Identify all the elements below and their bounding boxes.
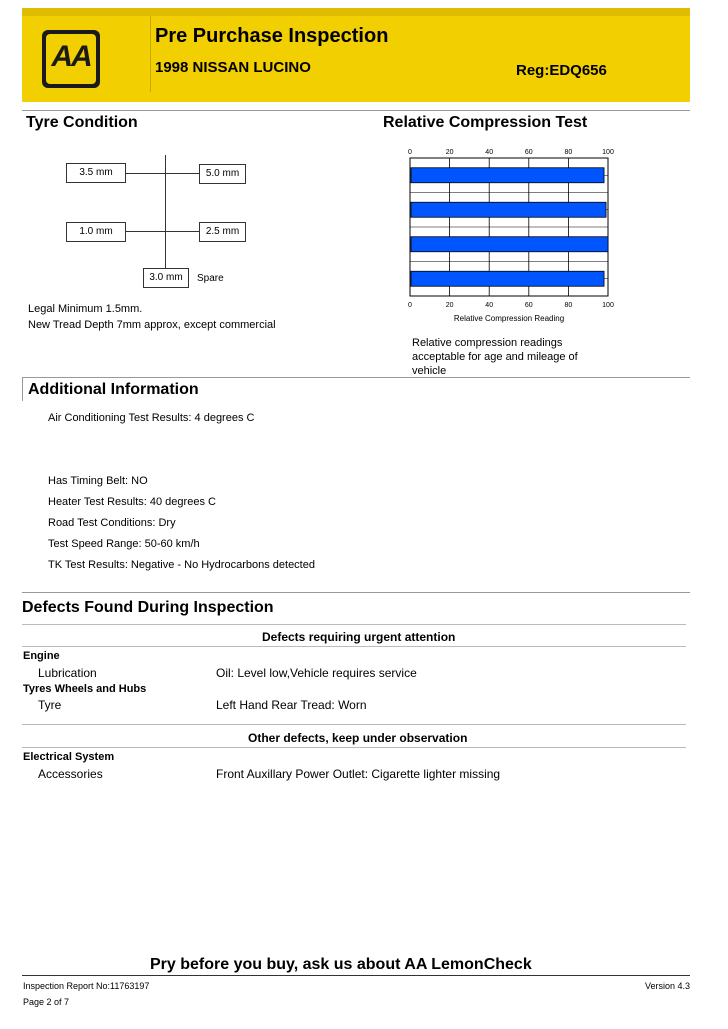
vehicle-title: 1998 NISSAN LUCINO [155,59,311,76]
defect-detail: Front Auxillary Power Outlet: Cigarette lighter missing [216,767,501,781]
chart-tick-label-bottom: 80 [564,302,573,309]
tyre-spare: 3.0 mm [143,268,189,288]
defect-detail: Left Hand Rear Tread: Worn [216,698,367,712]
divider-left [22,377,23,401]
info-speed: Test Speed Range: 50-60 km/h [48,538,200,550]
info-road: Road Test Conditions: Dry [48,517,176,529]
chart-tick-label-bottom: 20 [445,302,454,309]
footer-banner: Pry before you buy, ask us about AA LemonCheck [150,956,532,973]
tyre-note-tread: New Tread Depth 7mm approx, except commercial [28,319,276,331]
chart-tick-label-bottom: 100 [602,302,614,309]
chart-bar [411,237,608,252]
chart-tick-label-top: 40 [485,149,494,156]
chart-tick-label-bottom: 0 [408,302,412,309]
chart-tick-label-top: 0 [408,149,412,156]
tyre-note-legal: Legal Minimum 1.5mm. [28,303,143,315]
defect-detail: Oil: Level low,Vehicle requires service [216,666,417,680]
registration: Reg:EDQ656 [516,62,607,79]
info-timing-belt: Has Timing Belt: NO [48,475,148,487]
chart-bar [411,168,604,183]
tyre-front-left: 3.5 mm [66,163,126,183]
info-tk: TK Test Results: Negative - No Hydrocarbons detected [48,559,315,571]
divider [22,624,686,625]
compression-note: Relative compression readings acceptable for age and mileage of vehicle [412,337,578,377]
tyre-rear-right: 2.5 mm [199,222,246,242]
chart-tick-label-top: 100 [602,149,614,156]
defect-category: Electrical System [23,751,115,763]
divider [22,975,690,976]
header-separator [150,16,151,92]
divider [22,592,690,593]
info-ac: Air Conditioning Test Results: 4 degrees C [48,412,255,424]
chart-tick-label-bottom: 40 [485,302,494,309]
aa-logo-text: AA [51,40,91,73]
defect-item: Accessories [38,767,103,781]
compression-heading: Relative Compression Test [383,114,588,131]
report-number: Inspection Report No:11763197 [23,981,150,991]
info-heater: Heater Test Results: 40 degrees C [48,496,216,508]
page-title: Pre Purchase Inspection [155,25,389,47]
tyre-axle-rear [125,231,200,232]
defect-item: Lubrication [38,666,97,680]
header-top-strip [22,8,690,16]
chart-tick-label-top: 80 [564,149,573,156]
page-number: Page 2 of 7 [23,997,70,1007]
tyre-rear-left: 1.0 mm [66,222,126,242]
chart-bar [411,202,606,217]
chart-tick-label-top: 20 [445,149,454,156]
tyre-axle-front [125,173,200,174]
divider [22,724,686,725]
divider [22,646,686,647]
observe-heading: Other defects, keep under observation [248,731,468,745]
divider [22,110,690,111]
chart-tick-label-bottom: 60 [524,302,533,309]
divider [22,747,686,748]
tyre-front-right: 5.0 mm [199,164,246,184]
tyre-heading: Tyre Condition [26,114,138,131]
version: Version 4.3 [645,981,691,991]
defects-heading: Defects Found During Inspection [22,599,274,616]
defect-category: Engine [23,650,60,662]
defect-item: Tyre [38,698,62,712]
chart-bar [411,271,604,286]
tyre-spare-label: Spare [197,273,224,284]
compression-chart [400,144,625,330]
additional-heading: Additional Information [28,381,199,398]
header-banner [22,8,690,102]
defect-category: Tyres Wheels and Hubs [23,683,147,695]
urgent-heading: Defects requiring urgent attention [262,630,456,644]
divider [22,377,690,378]
chart-tick-label-top: 60 [524,149,533,156]
chart-xlabel: Relative Compression Reading [453,314,565,323]
